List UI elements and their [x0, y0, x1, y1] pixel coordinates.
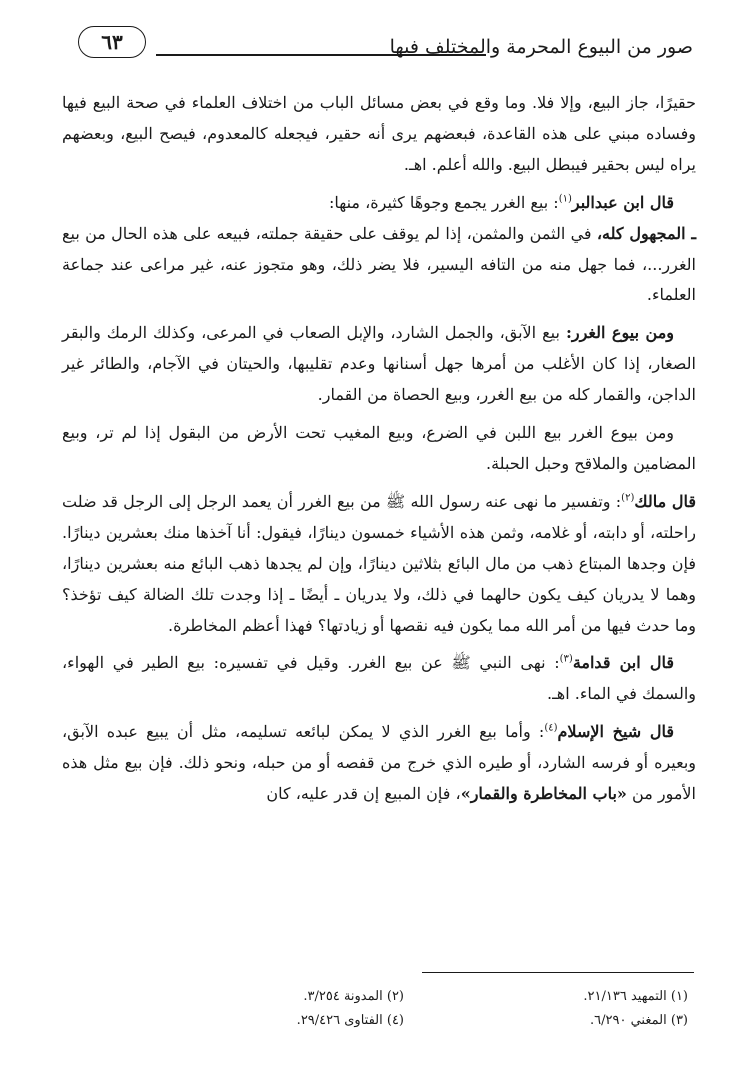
- footnote: (٤) الفتاوى ٢٩/٤٢٦.: [296, 1013, 404, 1028]
- paragraph-text: : نهى النبي ﷺ عن بيع الغرر. وقيل في تفسيره: بيع الطير في الهواء، والسمك في الماء. اهـ.: [62, 653, 696, 704]
- emphasized-phrase: «باب المخاطرة والقمار»: [460, 784, 627, 804]
- page-header: [78, 26, 693, 76]
- quote-source-label: قال ابن عبدالبر: [571, 192, 674, 212]
- paragraph-text: : بيع الغرر يجمع وجوهًا كثيرة، منها:: [328, 192, 559, 212]
- footnote-ref: (٢): [621, 492, 635, 504]
- paragraph: [62, 318, 696, 411]
- footnote-ref: (٤): [544, 722, 558, 734]
- paragraph: [62, 219, 696, 312]
- paragraph: [62, 188, 696, 219]
- footnotes: [160, 985, 688, 1033]
- paragraph: [62, 487, 696, 642]
- footnote: (٢) المدونة ٣/٢٥٤.: [303, 989, 404, 1004]
- running-title: صور من البيوع المحرمة والمختلف فيها: [389, 36, 693, 58]
- main-text: [62, 88, 696, 810]
- footnote: (١) التمهيد ٢١/١٣٦.: [583, 989, 688, 1004]
- paragraph: حقيرًا، جاز البيع، وإلا فلا. وما وقع في بعض مسائل الباب من اختلاف العلماء في صحة البيع فيها وفساده مبني على هذه القاعدة، فبعضهم يرى أنه حقير، فيجعله كالمعدوم، فيصح البيع، وبعضهم يراه ليس بحقير فيبطل البيع. والله أعلم. اهـ.: [62, 93, 697, 174]
- quote-source-label: قال شيخ الإسلام: [557, 722, 675, 742]
- paragraph-text: بيع الآبق، والجمل الشارد، والإبل الصعاب في المرعى، وكذلك الرمك والبقر الصغار، إذا كان الأغلب من أمرها جهل أسنانها وعدم تقليبها، والحيتان في الآجام، والطائر غير الداجن، والقمار كله من بيع الغرر، وبيع الحصاة من القمار.: [62, 323, 696, 405]
- paragraph: [62, 648, 696, 710]
- term-label: ـ المجهول كله،: [596, 223, 697, 243]
- footnote-ref: (٣): [559, 654, 573, 666]
- footnote-separator: [422, 972, 694, 973]
- quote-source-label: قال مالك: [634, 491, 696, 511]
- paragraph: ومن بيوع الغرر بيع اللبن في الضرع، وبيع المغيب تحت الأرض من البقول إذا لم تر، وبيع المضامين والملاقح وحبل الحبلة.: [62, 423, 696, 473]
- header-rule: [156, 54, 486, 56]
- page-number: ٦٣: [78, 26, 146, 58]
- quote-source-label: قال ابن قدامة: [572, 653, 675, 673]
- footnote: (٣) المغني ٦/٢٩٠.: [590, 1013, 688, 1028]
- paragraph-text: : وتفسير ما نهى عنه رسول الله ﷺ من بيع الغرر أن يعمد الرجل إلى الرجل قد ضلت راحلته، أو دابته، أو غلامه، وثمن هذه الأشياء خمسون دينارًا، فيقول: أنا آخذها منك بعشرين دينارًا. فإن وجدها المبتاع ذهب من مال البائع بثلاثين دينارًا، وإن لم يجدها ذهب البائع منه بعشرين دينارًا، وهما لا يدريان كيف يكون حالهما في ذلك، ولا يدريان ـ أيضًا ـ إذا وجدت تلك الضالة كيف تؤخذ؟ وما حدث فيها من أمر الله مما يكون فيه نقصها أو زيادتها؟ فهذا أعظم المخاطرة.: [62, 491, 696, 635]
- term-label: ومن بيوع الغرر:: [565, 323, 674, 343]
- paragraph: [62, 717, 696, 810]
- paragraph-text: : وأما بيع الغرر الذي لا يمكن لبائعه تسليمه، مثل أن يبيع عبده الآبق، وبعيره أو فرسه الشارد، أو طيره الذي خرج من قفصه أو من حبله، ونحو ذلك. فإن بيع مثل هذه الأمور من: [62, 722, 697, 804]
- paragraph-text: في الثمن والمثمن، إذا لم يوقف على حقيقة جملته، فبيعه على هذه الحال من بيع الغرر...، فما جهل منه من التافه اليسير، فلا يضر ذلك، وهو متجوز عنه، غير مراعى عند جماعة العلماء.: [62, 223, 696, 305]
- footnote-ref: (١): [558, 193, 572, 205]
- paragraph-text: ، فإن المبيع إن قدر عليه، كان: [266, 784, 461, 804]
